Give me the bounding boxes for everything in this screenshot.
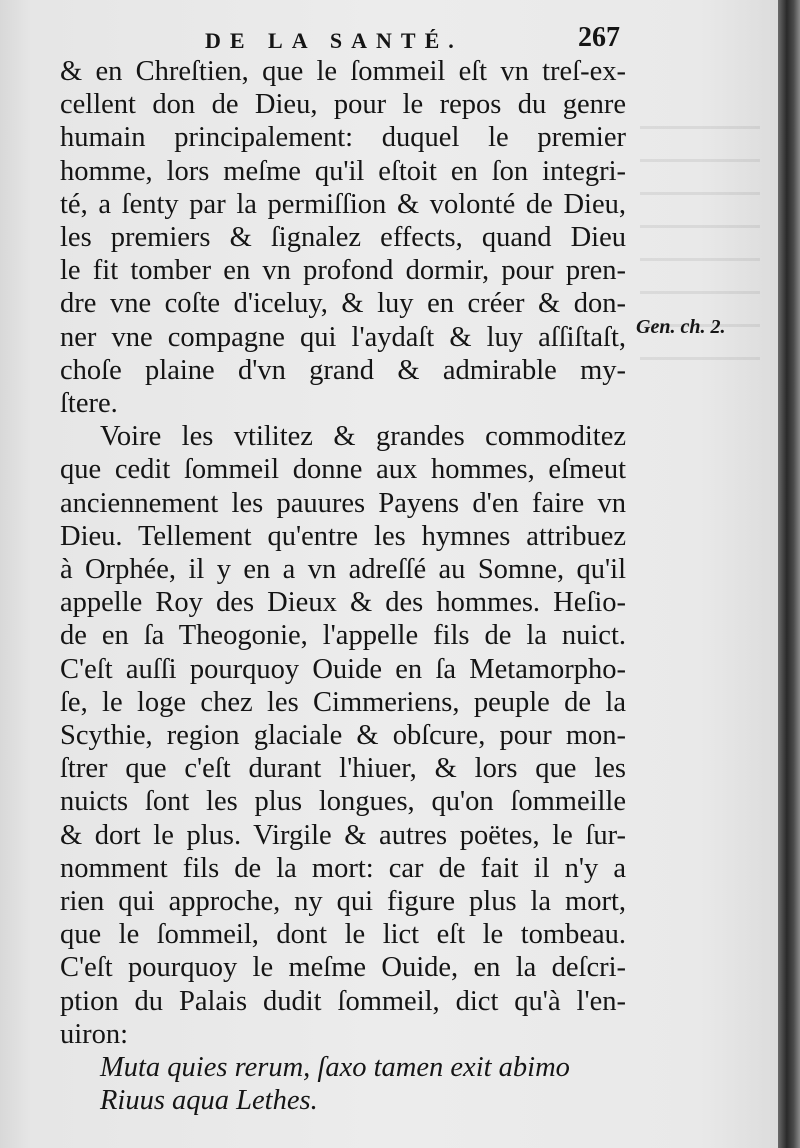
verse-quote	[60, 1051, 626, 1117]
text-line: ption du Palais dudit ſommeil, dict qu'à l'en-	[60, 985, 626, 1017]
text-line: ſtere.	[60, 388, 118, 420]
text-line: de en ſa Theogonie, l'appelle fils de la nuict.	[60, 620, 626, 652]
text-line: Dieu. Tellement qu'entre les hymnes attribuez	[60, 520, 626, 552]
text-line: uiron:	[60, 1018, 129, 1050]
running-title: DE LA SANTÉ.	[205, 28, 463, 53]
paragraph-2	[60, 420, 626, 1051]
text-line: & en Chreſtien, que le ſommeil eſt vn treſ-ex-	[60, 56, 626, 87]
text-line: appelle Roy des Dieux & des hommes. Heſio-	[60, 587, 626, 619]
page-header	[140, 20, 620, 60]
text-line: nomment fils de la mort: car de fait il n'y a	[60, 852, 626, 884]
page-edge-shadow	[778, 0, 800, 1148]
body-text	[60, 55, 626, 1118]
text-line: C'eſt auſſi pourquoy Ouide en ſa Metamorpho-	[60, 653, 626, 685]
text-line: Scythie, region glaciale & obſcure, pour mon-	[60, 720, 626, 752]
verse-line: Muta quies rerum, ſaxo tamen exit abimo	[100, 1052, 570, 1084]
page-number: 267	[578, 22, 620, 53]
text-line: nuicts ſont les plus longues, qu'on ſommeille	[60, 786, 626, 818]
paragraph-1	[60, 55, 626, 420]
text-line: homme, lors meſme qu'il eſtoit en ſon integri-	[60, 155, 626, 187]
text-line: ner vne compagne qui l'aydaſt & luy aſſiſtaſt,	[60, 321, 626, 353]
text-line: choſe plaine d'vn grand & admirable my-	[60, 354, 626, 386]
text-line: à Orphée, il y en a vn adreſſé au Somne, qu'il	[60, 554, 626, 586]
text-line: rien qui approche, ny qui figure plus la mort,	[60, 886, 626, 918]
text-line: ſtrer que c'eſt durant l'hiuer, & lors que les	[60, 753, 626, 785]
text-line: les premiers & ſignalez effects, quand Dieu	[60, 222, 626, 254]
verse-line: Riuus aqua Lethes.	[100, 1085, 318, 1117]
text-line: cellent don de Dieu, pour le repos du genre	[60, 89, 626, 121]
text-line: dre vne coſte d'iceluy, & luy en créer & don-	[60, 288, 626, 320]
text-line: ſe, le loge chez les Cimmeriens, peuple de la	[60, 686, 626, 718]
text-line: Voire les vtilitez & grandes commoditez	[100, 421, 626, 453]
text-line: que le ſommeil, dont le lict eſt le tombeau.	[60, 919, 626, 951]
text-line: que cedit ſommeil donne aux hommes, eſmeut	[60, 454, 626, 486]
text-line: le fit tomber en vn profond dormir, pour pren-	[60, 255, 626, 287]
text-line: C'eſt pourquoy le meſme Ouide, en la deſcri-	[60, 952, 626, 984]
text-line: anciennement les pauures Payens d'en faire vn	[60, 487, 626, 519]
text-line: humain principalement: duquel le premier	[60, 122, 626, 154]
margin-note: Gen. ch. 2.	[636, 316, 726, 338]
text-line: & dort le plus. Virgile & autres poëtes, le ſur-	[60, 819, 626, 851]
text-line: té, a ſenty par la permiſſion & volonté de Dieu,	[60, 188, 626, 220]
